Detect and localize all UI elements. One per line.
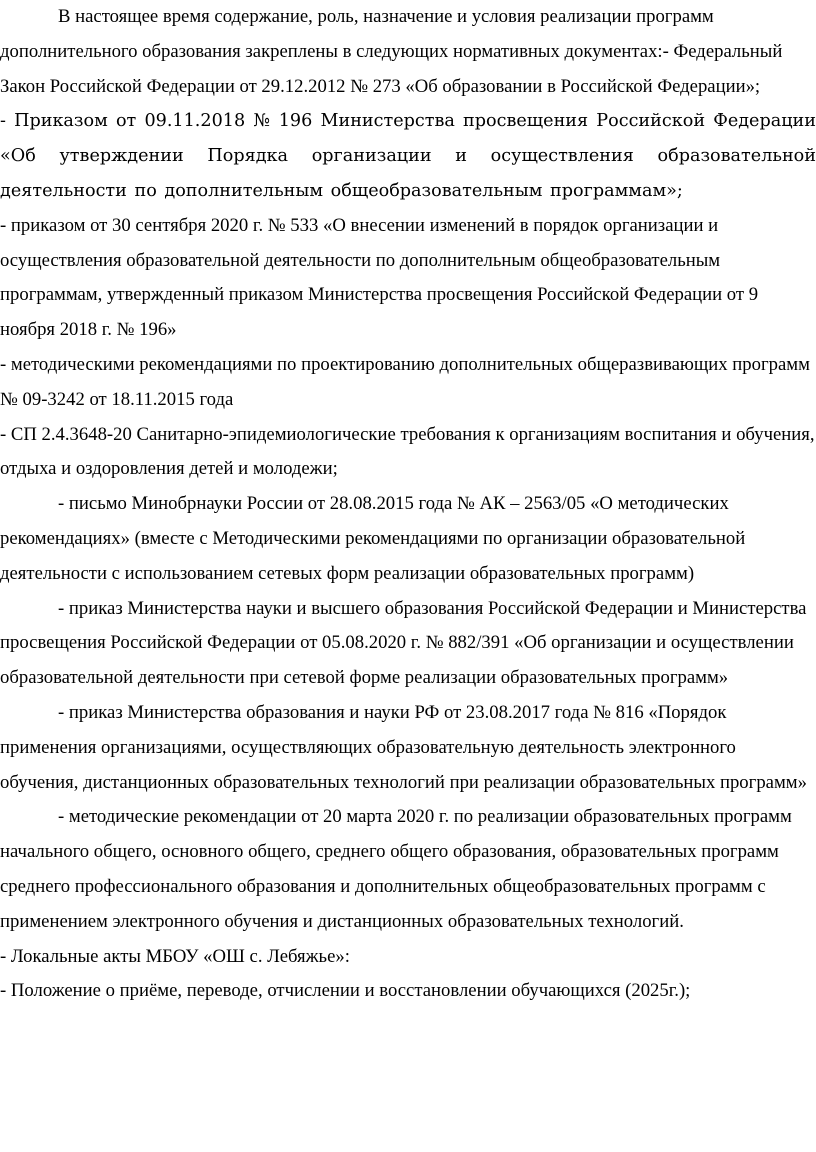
paragraph-admission-regulation: - Положение о приёме, переводе, отчислении и восстановлении обучающихся (2025г.);	[0, 980, 691, 1002]
paragraph-order-196: - Приказом от 09.11.2018 № 196 Министерства просвещения Российской Федерации «Об утверждении Порядка организации и осуществления образовательной деятельности по дополнительным общеобразовательным программам»;	[0, 111, 816, 201]
paragraph-methodical-recommendations-2015: - методическими рекомендациями по проектированию дополнительных общеразвивающих программ № 09-3242 от 18.11.2015 года	[0, 353, 810, 410]
paragraph-local-acts: - Локальные акты МБОУ «ОШ с. Лебяжье»:	[0, 945, 350, 967]
paragraph-intro-federal-law: В настоящее время содержание, роль, назначение и условия реализации программ дополнительного образования закреплены в следующих нормативных документах:- Федеральный Закон Российской Федерации от 29.12.2012 № 273 «Об образовании в Российской Федерации»;	[0, 6, 783, 97]
paragraph-order-816: - приказ Министерства образования и науки РФ от 23.08.2017 года № 816 «Порядок применения организациями, осуществляющих образовательную деятельность электронного обучения, дистанционных образовательных технологий при реализации образовательных программ»	[0, 701, 807, 793]
paragraph-order-533: - приказом от 30 сентября 2020 г. № 533 «О внесении изменений в порядок организации и осуществления образовательной деятельности по дополнительным общеобразовательным программам, утвержденный приказом Министерства просвещения Российской Федерации от 9 ноября 2018 г. № 196»	[0, 214, 759, 341]
paragraph-order-882-391: - приказ Министерства науки и высшего образования Российской Федерации и Министерства просвещения Российской Федерации от 05.08.2020 г. № 882/391 «Об организации и осуществлении образовательной деятельности при сетевой форме реализации образовательных программ»	[0, 597, 807, 689]
paragraph-sanitary-rules: - СП 2.4.3648-20 Санитарно-эпидемиологические требования к организациям воспитания и обучения, отдыха и оздоровления детей и молодежи;	[0, 423, 815, 480]
paragraph-methodical-recommendations-2020: - методические рекомендации от 20 марта 2020 г. по реализации образовательных программ начального общего, основного общего, среднего общего образования, образовательных программ среднего профессионального образования и дополнительных общеобразовательных программ с применением электронного обучения и дистанционных образовательных технологий.	[0, 806, 792, 932]
paragraph-letter-minobrnauki: - письмо Минобрнауки России от 28.08.2015 года № АК – 2563/05 «О методических рекомендациях» (вместе с Методическими рекомендациями по организации образовательной деятельности с использованием сетевых форм реализации образовательных программ)	[0, 493, 746, 584]
